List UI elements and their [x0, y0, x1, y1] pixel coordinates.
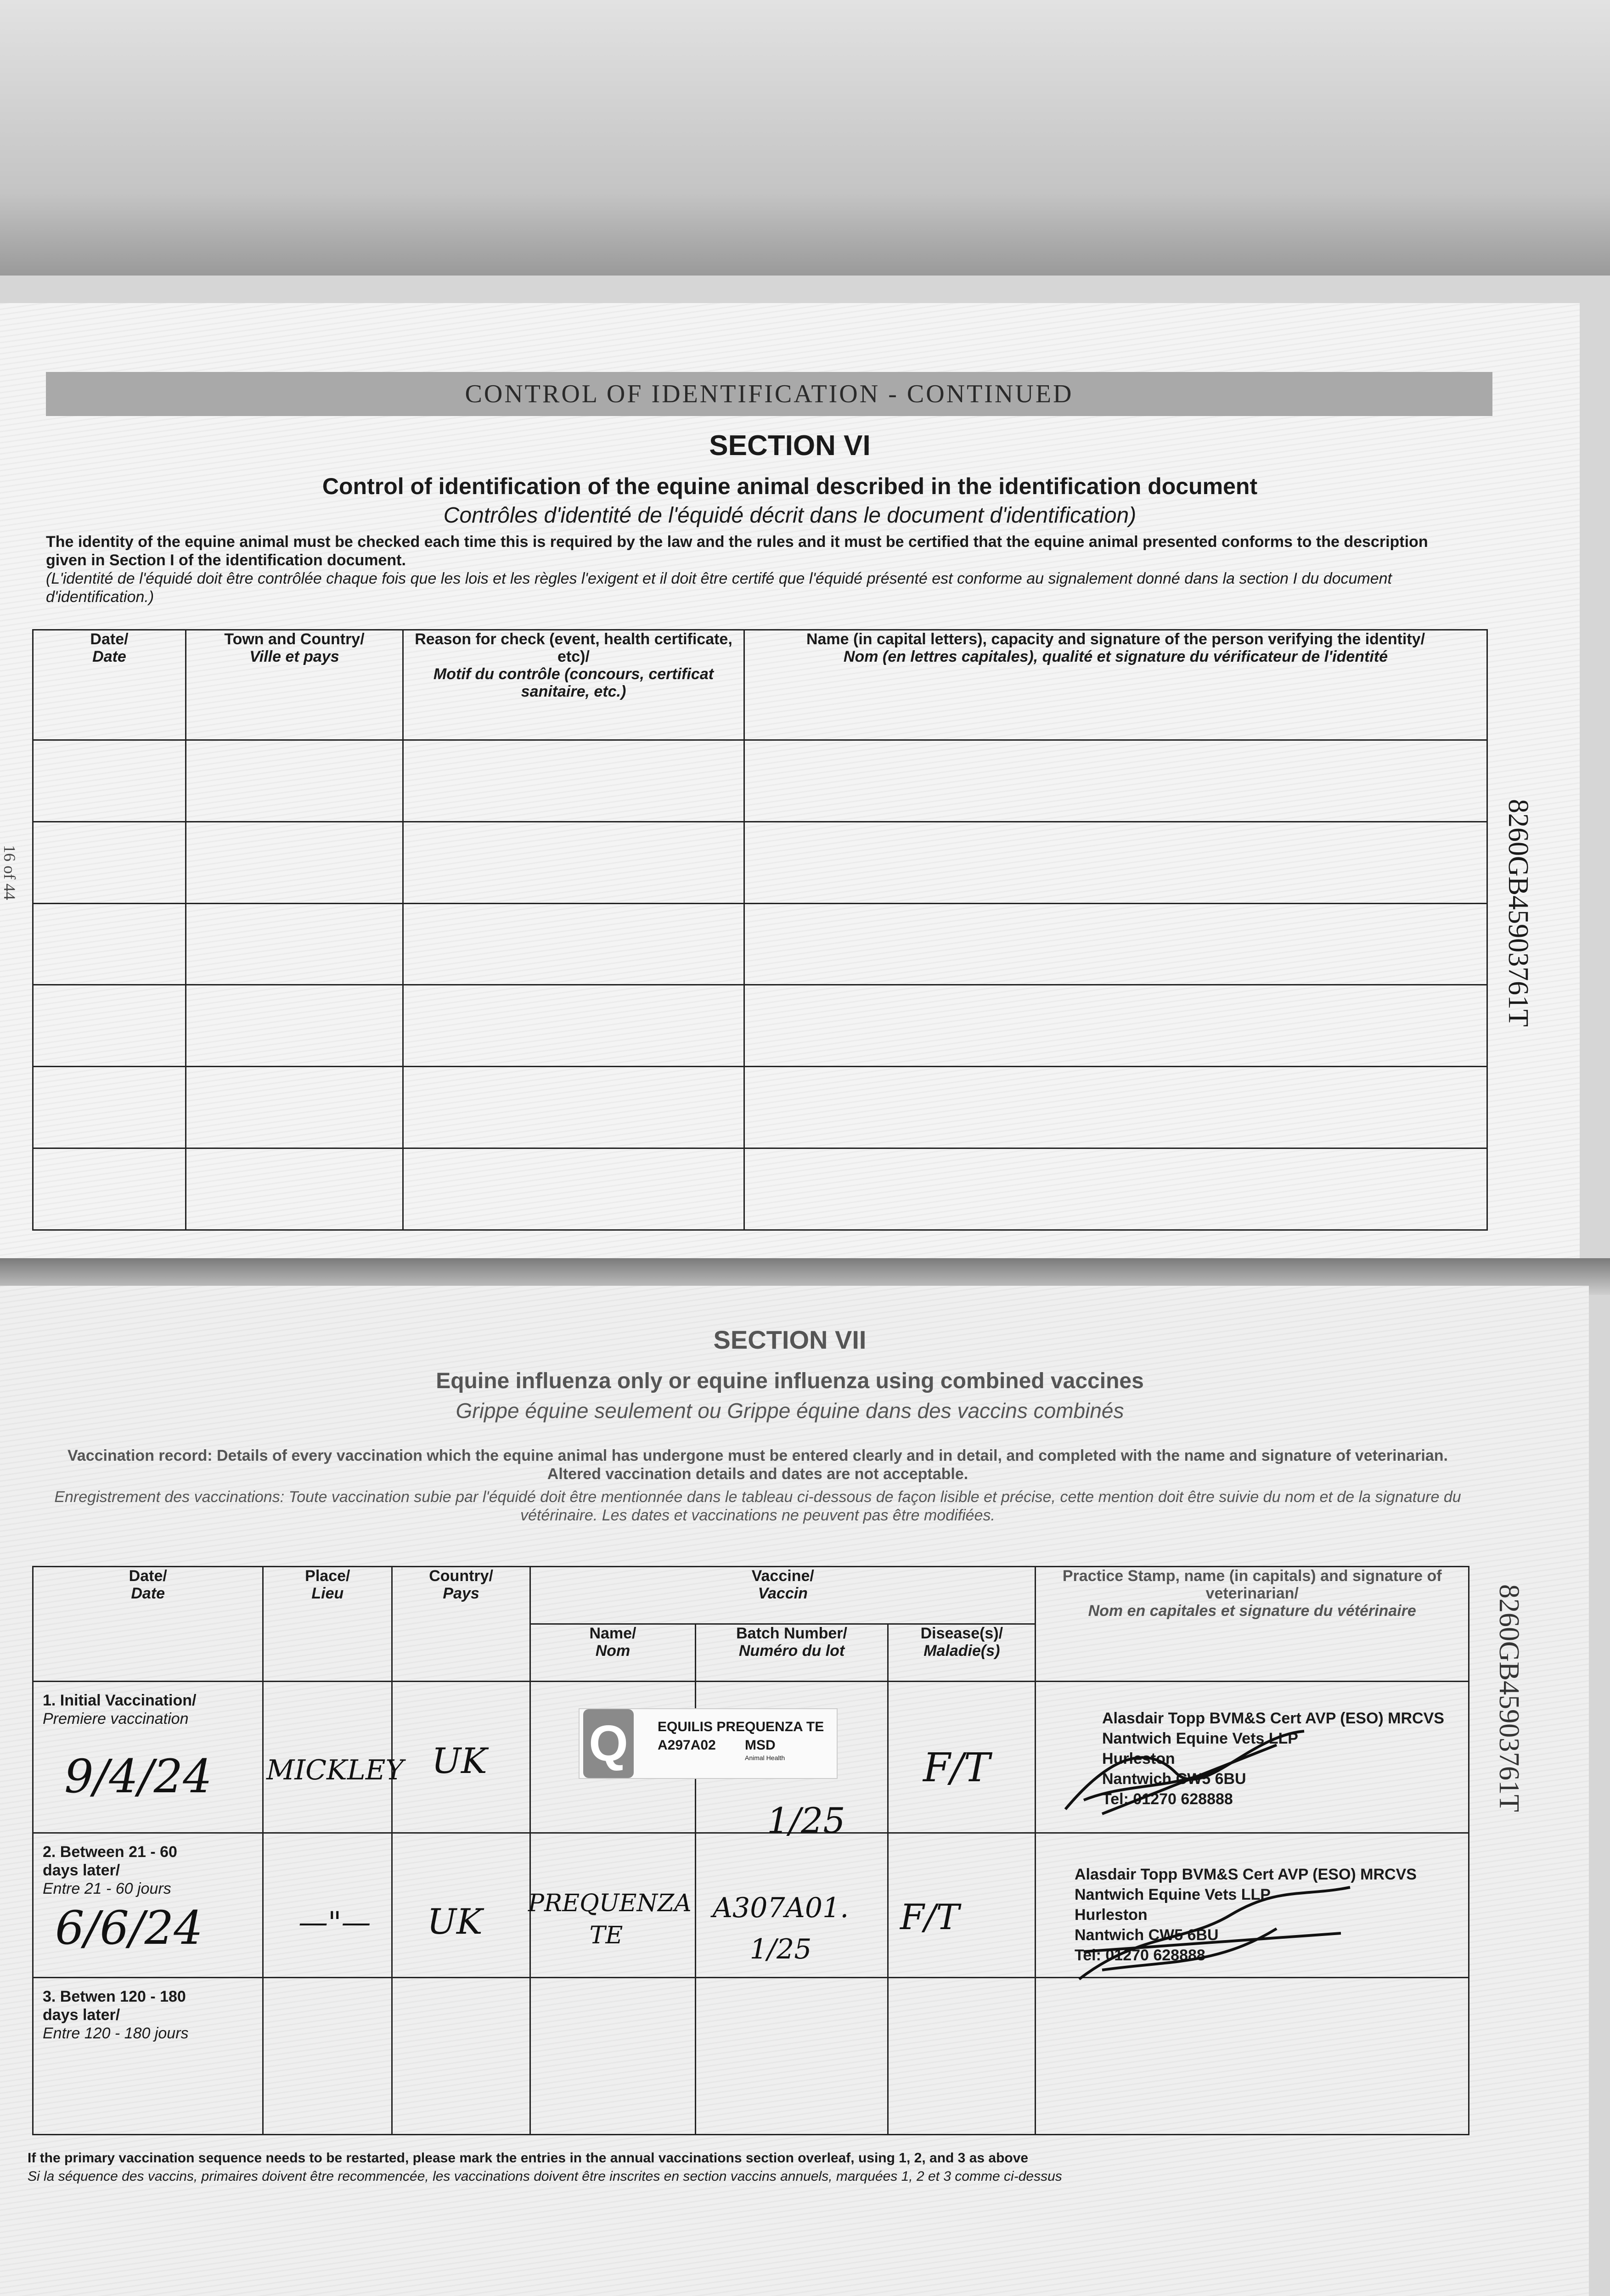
row2-country: UK: [427, 1901, 483, 1942]
table-row[interactable]: [33, 740, 1487, 822]
row1-practice-stamp: Alasdair Topp BVM&S Cert AVP (ESO) MRCVS Nantwich Equine Vets LLP Hurleston Nantwich CW5 6BU Tel: 01270 628888: [1102, 1710, 1444, 1808]
section-vi-subtitle-en: Control of identification of the equine animal described in the identification document: [322, 473, 1258, 499]
table-row[interactable]: [33, 1067, 1487, 1148]
row2-practice-stamp: Alasdair Topp BVM&S Cert AVP (ESO) MRCVS Nantwich Equine Vets LLP Hurleston Nantwich CW5 6BU Tel: 01270 628888: [1075, 1866, 1417, 1964]
scan-background: [0, 0, 1610, 276]
table-row[interactable]: [33, 1978, 1469, 2135]
identity-check-table: [32, 629, 1488, 1231]
row2-signature: [1065, 1878, 1359, 1988]
vaccine-sticker: [579, 1708, 838, 1779]
col-vaccine-name-header: Name/ Nom: [530, 1624, 696, 1682]
section-vi-intro-fr: (L'identité de l'équidé doit être contrôlée chaque fois que les lois et les règles l'exigent et il doit être certifé que l'équidé présenté est conforme au signalement donné dans la section I du document d'identification.): [46, 570, 1392, 606]
vaccination-record-fr: Enregistrement des vaccinations: Toute vaccination subie par l'équidé doit être mentionnée dans le tableau ci-dessous de façon lisible et précise, cette mention doit être suivie du nom et de la signature du vétérinaire. Les dates et vaccinations ne peuvent pas être modifiées.: [54, 1488, 1461, 1524]
table-row[interactable]: [33, 985, 1487, 1067]
col-verifier-header: Name (in capital letters), capacity and signature of the person verifying the identity/ Nom (en lettres capitales), qualité et signature du vérificateur de l'identité: [744, 630, 1487, 740]
table-row[interactable]: [33, 1148, 1487, 1230]
lower-side-id: 8260GB45903761T: [1493, 1584, 1525, 1812]
table-row[interactable]: [33, 822, 1487, 903]
continued-banner: CONTROL OF IDENTIFICATION - CONTINUED: [46, 372, 1492, 416]
row2-date: 6/6/24: [55, 1901, 203, 1955]
section-vi-title: SECTION VI: [709, 430, 871, 461]
page-number: 16 of 44: [0, 845, 19, 900]
section-vi-intro-en: The identity of the equine animal must be checked each time this is required by the law and the rules and it must be certified that the equine animal presented conforms to the description given in Section I of the identification document.: [46, 533, 1428, 569]
sticker-batch: A297A02: [658, 1738, 716, 1753]
section-vii-subtitle-fr: Grippe équine seulement ou Grippe équine dans des vaccins combinés: [456, 1399, 1124, 1423]
table-row[interactable]: [33, 903, 1487, 985]
row2-disease: F/T: [900, 1896, 960, 1937]
col-town-header: Town and Country/ Ville et pays: [186, 630, 403, 740]
col-country-header: Country/ Pays: [392, 1567, 530, 1682]
q-logo-icon: Q: [583, 1709, 634, 1778]
sticker-product: EQUILIS PREQUENZA TE: [658, 1719, 824, 1734]
vaccination-table: [32, 1566, 1469, 2135]
row1-date: 9/4/24: [64, 1750, 212, 1803]
row1-signature: [1056, 1717, 1313, 1828]
footnote-en: If the primary vaccination sequence needs to be restarted, please mark the entries in the annual vaccinations section overleaf, using 1, 2, and 3 as above: [28, 2150, 1029, 2166]
section-vi-subtitle-fr: Contrôles d'identité de l'équidé décrit dans le document d'identification): [443, 503, 1137, 528]
row1-place: MICKLEY: [266, 1754, 404, 1786]
vaccination-record-en: Vaccination record: Details of every vaccination which the equine animal has undergone must be entered clearly and in detail, and completed with the name and signature of veterinarian. Altered vaccination details and dates are not acceptable.: [68, 1447, 1448, 1483]
col-disease-header: Disease(s)/ Maladie(s): [888, 1624, 1036, 1682]
row1-country: UK: [432, 1740, 487, 1781]
section-vii-subtitle-en: Equine influenza only or equine influenza using combined vaccines: [436, 1369, 1144, 1393]
col-practice-header: Practice Stamp, name (in capitals) and signature of veterinarian/ Nom en capitales et signature du vétérinaire: [1036, 1567, 1469, 1682]
row-label: 1. Initial Vaccination/ Premiere vaccination: [33, 1682, 263, 1833]
row2-batch: A307A01. 1/25: [712, 1892, 849, 1965]
row2-vaccine-name: PREQUENZA TE: [528, 1890, 692, 1949]
row2-place: —"—: [298, 1906, 371, 1940]
section-vii-title: SECTION VII: [713, 1325, 867, 1354]
col-place-header: Place/ Lieu: [263, 1567, 392, 1682]
msd-logo-sub: Animal Health: [745, 1754, 785, 1761]
col-reason-header: Reason for check (event, health certificate, etc)/ Motif du contrôle (concours, certificat sanitaire, etc.): [403, 630, 744, 740]
upper-side-id: 8260GB45903761T: [1503, 799, 1534, 1027]
msd-logo: MSD: [745, 1738, 776, 1753]
row-label: 2. Between 21 - 60 days later/ Entre 21 - 60 jours: [33, 1833, 263, 1978]
col-date-header: Date/ Date: [33, 1567, 263, 1682]
row1-disease: F/T: [923, 1745, 991, 1791]
footnote-fr: Si la séquence des vaccins, primaires doivent être recommencée, les vaccinations doivent être inscrites en section vaccins annuels, marquées 1, 2 et 3 comme ci-dessus: [28, 2169, 1062, 2184]
col-batch-header: Batch Number/ Numéro du lot: [695, 1624, 888, 1682]
col-date-header: Date/ Date: [33, 630, 186, 740]
row-label: 3. Betwen 120 - 180 days later/ Entre 120 - 180 jours: [33, 1978, 263, 2135]
col-vaccine-header: Vaccine/ Vaccin: [530, 1567, 1036, 1624]
row1-batch: 1/25: [767, 1800, 845, 1841]
